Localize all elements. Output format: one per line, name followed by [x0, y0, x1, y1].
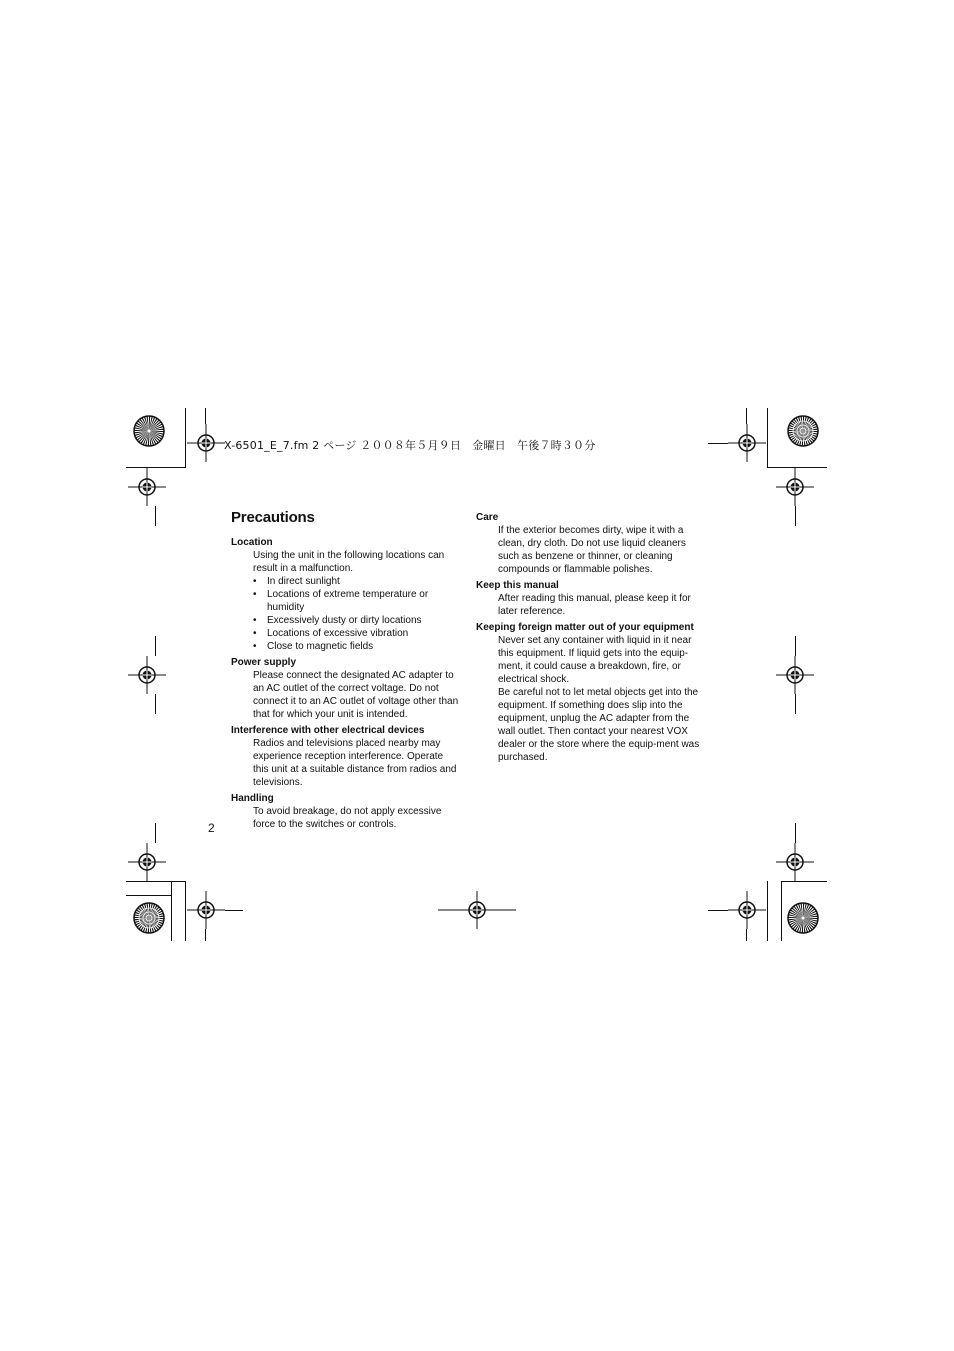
- crop-mark-line: [155, 694, 156, 714]
- bullet-icon: •: [253, 641, 257, 652]
- section-text: Be careful not to let metal objects get into the equipment. If something does slip into the equipment, unplug the AC adapter from the wall outlet. Then contact your nearest VOX dealer or the store where the equip-ment was purchased.: [498, 687, 700, 763]
- crop-mark-line: [205, 408, 206, 424]
- list-item: • In direct sunlight: [253, 576, 340, 587]
- section-text: Using the unit in the following locations can result in a malfunction.: [253, 550, 445, 574]
- section-power-supply: [231, 656, 461, 721]
- section-handling: [231, 792, 461, 831]
- bullet-icon: •: [253, 615, 257, 626]
- registration-mark-icon: [187, 424, 225, 462]
- page-number: 2: [208, 821, 215, 835]
- section-text: Never set any container with liquid in it near this equipment. If liquid gets into the equip-ment, it could cause a breakdown, fire, or electrical shock.: [498, 635, 692, 685]
- crop-mark-line: [205, 929, 206, 941]
- crop-mark-line: [767, 881, 768, 941]
- crop-mark-line: [795, 694, 796, 714]
- crop-mark-line: [708, 910, 728, 911]
- crop-mark-line: [155, 636, 156, 656]
- crop-mark-line: [185, 881, 186, 941]
- crop-mark-line: [708, 443, 728, 444]
- section-heading: Interference with other electrical devices: [231, 725, 425, 736]
- crop-mark-line: [171, 881, 172, 941]
- registration-mark-icon: [187, 891, 225, 929]
- section-heading: Power supply: [231, 657, 297, 668]
- section-text: To avoid breakage, do not apply excessive force to the switches or controls.: [253, 806, 442, 830]
- starburst-target-icon: [786, 414, 820, 448]
- crop-mark-line: [795, 636, 796, 656]
- left-column: [231, 536, 461, 834]
- crop-mark-line: [767, 408, 768, 468]
- crop-mark-line: [795, 506, 796, 526]
- registration-mark-icon: [128, 656, 166, 694]
- crop-mark-line: [126, 895, 172, 896]
- list-item: • Locations of extreme temperature or humidity: [253, 589, 429, 613]
- starburst-target-icon: [132, 901, 166, 935]
- section-heading: Keeping foreign matter out of your equipment: [476, 622, 694, 633]
- crop-mark-line: [795, 823, 796, 843]
- bullet-list: [231, 575, 461, 653]
- starburst-target-icon: [132, 414, 166, 448]
- section-text: After reading this manual, please keep it for later reference.: [498, 593, 691, 617]
- section-location: [231, 536, 461, 653]
- page-title: Precautions: [231, 509, 315, 526]
- crop-mark-line: [155, 506, 156, 526]
- list-item: • Locations of excessive vibration: [253, 628, 409, 639]
- registration-mark-icon: [728, 424, 766, 462]
- crop-mark-line: [746, 929, 747, 941]
- section-care: [476, 511, 706, 576]
- section-heading: Care: [476, 512, 499, 523]
- section-heading: Handling: [231, 793, 274, 804]
- starburst-target-icon: [786, 901, 820, 935]
- crop-mark-line: [781, 881, 782, 941]
- bullet-icon: •: [253, 576, 257, 587]
- section-heading: Location: [231, 537, 273, 548]
- section-keep-manual: [476, 579, 706, 618]
- crop-mark-line: [155, 823, 156, 843]
- registration-mark-icon: [776, 468, 814, 506]
- list-item: • Close to magnetic fields: [253, 641, 374, 652]
- registration-mark-icon: [776, 843, 814, 881]
- crop-mark-line: [781, 881, 827, 882]
- section-foreign-matter: [476, 621, 706, 764]
- registration-mark-icon: [438, 891, 516, 929]
- bullet-icon: •: [253, 589, 257, 600]
- section-text: Please connect the designated AC adapter to an AC outlet of the correct voltage. Do not connect it to an AC outlet of voltage other than that for which your unit is intended.: [253, 670, 459, 720]
- section-interference: [231, 724, 461, 789]
- registration-mark-icon: [128, 843, 166, 881]
- section-text: Radios and televisions placed nearby may experience reception interference. Operate this unit at a suitable distance from radios and televisions.: [253, 738, 457, 788]
- crop-mark-line: [746, 408, 747, 424]
- registration-mark-icon: [776, 656, 814, 694]
- right-column: [476, 511, 706, 767]
- list-item: • Excessively dusty or dirty locations: [253, 615, 422, 626]
- crop-mark-line: [225, 910, 243, 911]
- crop-mark-line: [126, 881, 186, 882]
- bullet-icon: •: [253, 628, 257, 639]
- section-text: If the exterior becomes dirty, wipe it with a clean, dry cloth. Do not use liquid cleaners such as benzene or thinner, or cleaning compounds or flammable polishes.: [498, 525, 686, 575]
- registration-mark-icon: [728, 891, 766, 929]
- file-slug-header: X-6501_E_7.fm 2 ページ ２００８年５月９日 金曜日 午後７時３０分: [224, 439, 596, 452]
- crop-mark-line: [185, 408, 186, 468]
- section-heading: Keep this manual: [476, 580, 559, 591]
- registration-mark-icon: [128, 468, 166, 506]
